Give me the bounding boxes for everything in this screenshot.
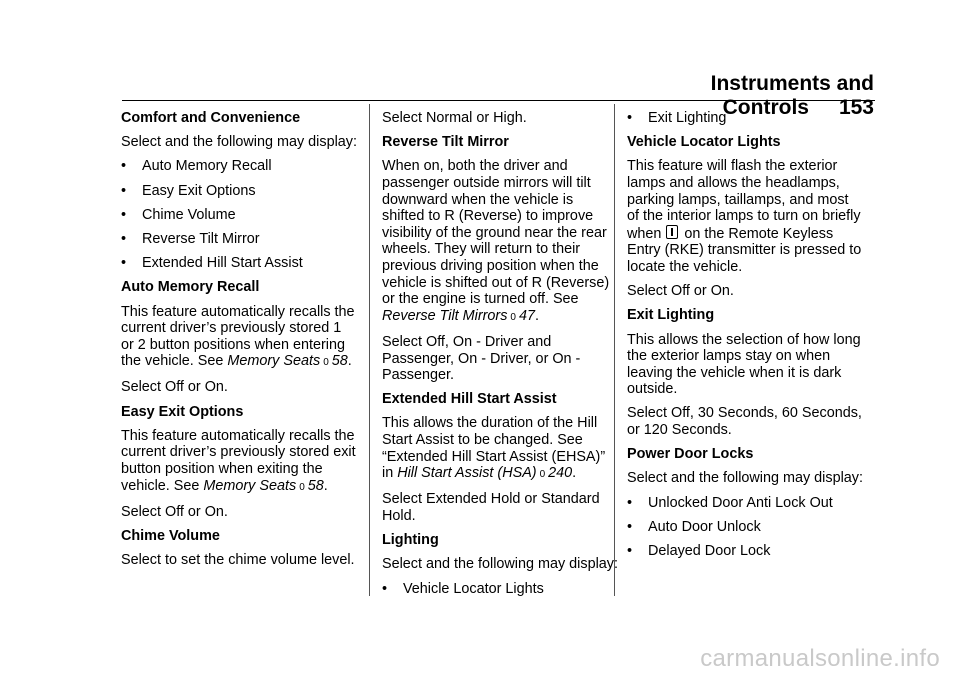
- list-item: • Auto Memory Recall: [121, 158, 272, 175]
- paragraph: Select Off, 30 Seconds, 60 Seconds, or 120 Seconds.: [627, 405, 862, 439]
- page-ref[interactable]: 47: [518, 307, 535, 324]
- page-arrow-icon: 0: [539, 469, 546, 481]
- cross-reference-link[interactable]: Reverse Tilt Mirrors: [382, 307, 508, 324]
- list-item: • Auto Door Unlock: [627, 518, 761, 535]
- paragraph: Select Off or On.: [121, 379, 228, 396]
- column-3: [627, 110, 863, 567]
- paragraph: Select and the following may display:: [627, 470, 863, 487]
- paragraph: Select and the following may display:: [121, 134, 357, 151]
- list-item: • Extended Hill Start Assist: [121, 255, 303, 272]
- heading-vehicle-locator-lights: Vehicle Locator Lights: [627, 134, 781, 151]
- paragraph: Select Normal or High.: [382, 110, 527, 126]
- paragraph: Select to set the chime volume level.: [121, 552, 355, 569]
- heading-extended-hill-start: Extended Hill Start Assist: [382, 391, 557, 408]
- cross-reference-link[interactable]: Hill Start Assist (HSA): [397, 465, 537, 482]
- remote-key-icon: [666, 225, 678, 239]
- list-item: • Reverse Tilt Mirror: [121, 230, 260, 247]
- cross-reference-link[interactable]: Memory Seats: [203, 477, 297, 494]
- paragraph: This feature automatically recalls the current driver’s previously stored exit button position when exiting the vehicle. See Memory Seats 0 58.: [121, 427, 356, 494]
- list-item: • Vehicle Locator Lights: [382, 580, 544, 597]
- paragraph: This feature will flash the exterior lamps and allows the headlamps, parking lamps, taillamps, and most of the interior lamps to turn on briefly when on the Remote Keyless Entry (RKE) transmitter is pressed to locate the vehicle.: [627, 158, 862, 275]
- heading-chime-volume: Chime Volume: [121, 528, 220, 544]
- list-item: • Delayed Door Lock: [627, 543, 771, 559]
- column-1: [121, 110, 357, 576]
- heading-reverse-tilt-mirror: Reverse Tilt Mirror: [382, 134, 509, 151]
- heading-lighting: Lighting: [382, 532, 439, 549]
- page-arrow-icon: 0: [323, 357, 329, 369]
- page-ref[interactable]: 58: [331, 353, 348, 370]
- list-item: • Chime Volume: [121, 206, 236, 223]
- page-ref[interactable]: 58: [307, 477, 324, 494]
- cross-reference-link[interactable]: Memory Seats: [227, 353, 321, 370]
- page-arrow-icon: 0: [510, 311, 516, 323]
- paragraph: When on, both the driver and passenger outside mirrors will tilt downward when the vehicle is shifted to R (Reverse) to improve visibility of the ground near the rear wheels. They will return to their previous driving position when the vehicle is shifted out of R (Reverse) or the engine is turned off. See Reverse Tilt Mirrors 0 47.: [382, 158, 610, 324]
- page-number: 153: [838, 96, 874, 119]
- watermark: carmanualsonline.info: [700, 645, 940, 672]
- column-divider-1: [369, 104, 370, 596]
- heading-power-door-locks: Power Door Locks: [627, 446, 754, 463]
- column-2: [382, 110, 618, 605]
- heading-comfort: Comfort and Convenience: [121, 110, 301, 126]
- paragraph: This feature automatically recalls the current driver’s previously stored 1 or 2 button positions when entering the vehicle. See Memory Seats 0 58.: [121, 303, 355, 370]
- paragraph: Select Off or On.: [627, 283, 734, 300]
- paragraph: Select and the following may display:: [382, 556, 618, 573]
- paragraph: Select Extended Hold or Standard Hold.: [382, 491, 600, 525]
- paragraph: Select Off, On - Driver and Passenger, On - Driver, or On - Passenger.: [382, 333, 581, 384]
- heading-easy-exit: Easy Exit Options: [121, 403, 244, 420]
- list-item: • Easy Exit Options: [121, 182, 256, 199]
- page-arrow-icon: 0: [299, 481, 305, 493]
- heading-auto-memory-recall: Auto Memory Recall: [121, 279, 260, 296]
- paragraph: This allows the selection of how long the exterior lamps stay on when leaving the vehicle when it is dark outside.: [627, 331, 861, 398]
- list-item: • Exit Lighting: [627, 110, 727, 126]
- heading-exit-lighting: Exit Lighting: [627, 307, 715, 324]
- paragraph: This allows the duration of the Hill Start Assist to be changed. See “Extended Hill Start Assist (EHSA)” in Hill Start Assist (HSA) 0 240.: [382, 415, 606, 482]
- page-ref[interactable]: 240: [548, 465, 573, 482]
- header-rule: [122, 100, 875, 101]
- section-title: Instruments and Controls: [710, 72, 874, 119]
- list-item: • Unlocked Door Anti Lock Out: [627, 494, 833, 511]
- paragraph: Select Off or On.: [121, 503, 228, 520]
